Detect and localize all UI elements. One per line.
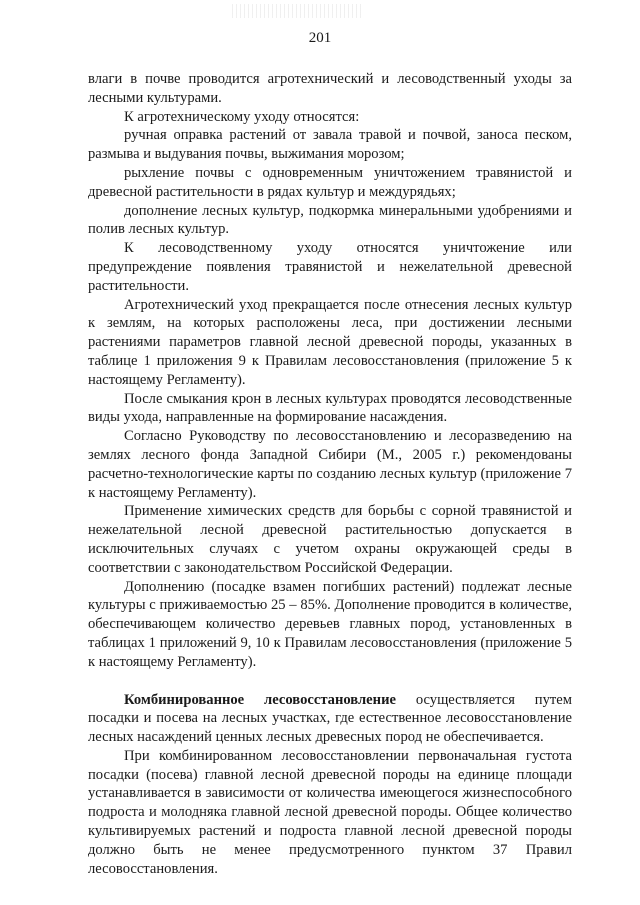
term-combined-restoration: Комбинированное лесовосстановление	[124, 691, 396, 708]
paragraph-chemicals: Применение химических средств для борьбы с сорной травянистой и нежелательной лесной древесной растительностью допускается в исключительных случаях с учетом охраны окружающей среды в соответствии с законодательством Российской Федерации.	[88, 503, 572, 576]
paragraph-care-termination: Агротехнический уход прекращается после отнесения лесных культур к землям, на которых расположены леса, при достижении лесными растениями параметров главной лесной древесной породы, указанных в таблице 1 приложения 9 к Правилам лесовосстановления (приложение 5 к настоящему Регламенту).	[88, 296, 572, 388]
paragraph-supplement-planting: Дополнению (посадке взамен погибших растений) подлежат лесные культуры с приживаемостью 25 – 85%. Дополнение проводится в количестве, обеспечивающем количество деревьев главных пород, установленных в таблицах 1 приложений 9, 10 к Правилам лесовосстановления (приложение 5 к настоящему Регламенту).	[88, 578, 572, 670]
list-item-supplement: дополнение лесных культур, подкормка минеральными удобрениями и полив лесных культур.	[88, 202, 572, 238]
list-item-manual-straightening: ручная оправка растений от завала травой и почвой, заноса песком, размыва и выдувания почвы, выжимания морозом;	[88, 127, 572, 163]
scan-artifact	[232, 4, 362, 18]
paragraph-silvicultural-care: К лесоводственному уходу относятся уничтожение или предупреждение появления травянистой и нежелательной древесной растительности.	[88, 240, 572, 294]
paragraph-combined-density: При комбинированном лесовосстановлении первоначальная густота посадки (посева) главной лесной древесной породы на единице площади устанавливается в зависимости от количества имеющегося жизнеспособного подроста и молодняка главной лесной древесной породы. Общее количество культивируемых растений и подроста главной лесной древесной породы должно быть не менее предусмотренного пунктом 37 Правил лесовосстановления.	[88, 747, 572, 877]
combined-restoration-text: осуществляется путем посадки и посева на лесных участках, где естественное лесовосстановление лесных насаждений ценных лесных древесных пород не обеспечивается.	[88, 691, 572, 746]
document-body	[88, 70, 572, 878]
paragraph-guideline: Согласно Руководству по лесовосстановлению и лесоразведению на землях лесного фонда Западной Сибири (М., 2005 г.) рекомендованы расчетно-технологические карты по созданию лесных культур (приложение 7 к настоящему Регламенту).	[88, 428, 572, 501]
page-number: 201	[308, 30, 332, 46]
paragraph-agrotech-intro: К агротехническому уходу относятся:	[124, 108, 360, 125]
paragraph-continuation: влаги в почве проводится агротехнический и лесоводственный уходы за лесными культурами.	[88, 71, 572, 106]
list-item-soil-loosening: рыхление почвы с одновременным уничтожением травянистой и древесной растительности в рядах культур и междурядьях;	[88, 164, 572, 200]
paragraph-combined-restoration	[88, 691, 572, 747]
paragraph-crown-closure: После смыкания крон в лесных культурах проводятся лесоводственные виды ухода, направленные на формирование насаждения.	[88, 390, 572, 426]
